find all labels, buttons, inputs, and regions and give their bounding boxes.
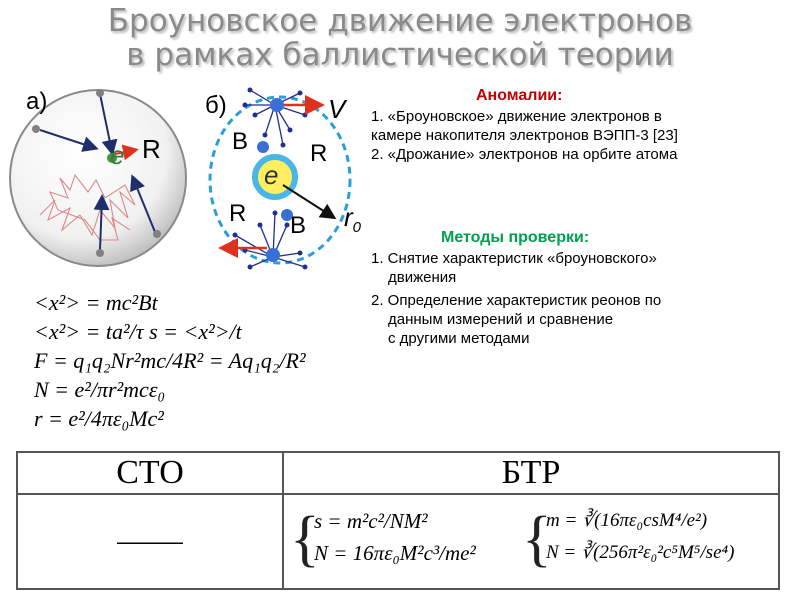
formula-1: <x²> = mc²Bt [34,290,158,315]
figure-a-label: а) [26,88,48,115]
electron-label-a: e [110,140,125,170]
page-title-line-2: в рамках баллистической теории [126,37,674,73]
formula-3: F = q₁q₂Nr²mc/4R² = Aq₁q₂/R² [34,348,306,373]
header-cto: СТО [17,452,283,494]
formula-5: r = e²/4πε₀Mc² [34,406,164,431]
r-label-right: R [310,140,328,167]
reon-ball [266,248,280,262]
anomalies-heading: Аномалии: [476,87,563,104]
method-item-2-line-1: 2. Определение характеристик реонов по [371,292,662,309]
reon-ball [257,141,269,153]
velocity-label: V [328,94,346,124]
electron-label-b: e [264,160,279,190]
formula-4: N = e²/πr²mcε₀ [34,377,166,402]
brace-left-2: { [522,505,552,573]
r-label-left: R [229,200,247,227]
method-item-1-line-2: движения [388,269,457,286]
b-label-bottom: B [290,212,307,239]
method-item-2-line-3: с другими методами [388,330,530,347]
figure-b-label: б) [205,92,227,119]
anomalies-list [371,107,791,164]
formula-2: <x²> = ta²/τ s = <x²>/t [34,319,242,344]
method-item-1-line-1: 1. Снятие характеристик «броуновского» [371,250,657,267]
system-1-row-1: s = m²c²/NM² [314,509,428,533]
orbit-radius-label: $r_0$ [344,202,362,237]
formula-block [34,288,306,433]
anomaly-item-1-line-1: 1. «Броуновское» движение электронов в [371,108,662,125]
system-2 [546,505,734,569]
methods-list [371,249,791,348]
reon-ball [270,98,284,112]
page-title-line-1: Броуновское движение электронов [107,3,693,39]
particle-dot [96,249,104,257]
system-1-row-2: N = 16πε₀M²c³/me² [314,541,476,565]
anomaly-item-1-line-2: камере накопителя электронов ВЭПП-3 [23] [371,127,678,144]
system-1 [314,505,476,569]
particle-dot [153,230,161,238]
b-label-top: B [232,128,249,155]
method-item-2-line-2: данным измерений и сравнение [388,311,614,328]
header-btr: БТР [283,452,779,494]
sphere-shape [10,90,186,266]
comparison-table [16,451,780,590]
anomaly-item-2: 2. «Дрожание» электронов на орбите атома [371,146,678,163]
particle-dot [96,89,104,97]
system-2-row-2: N = ∛(256π²ε₀²c⁵M⁵/se⁴) [546,542,735,563]
particle-dot [32,125,40,133]
radius-label-a: R [142,134,161,164]
methods-heading: Методы проверки: [441,229,590,246]
system-2-row-1: m = ∛(16πε₀csM⁴/e²) [546,510,708,531]
btr-formulas-cell [283,494,779,589]
brace-left-1: { [290,505,320,573]
cto-value: ——— [17,494,283,589]
